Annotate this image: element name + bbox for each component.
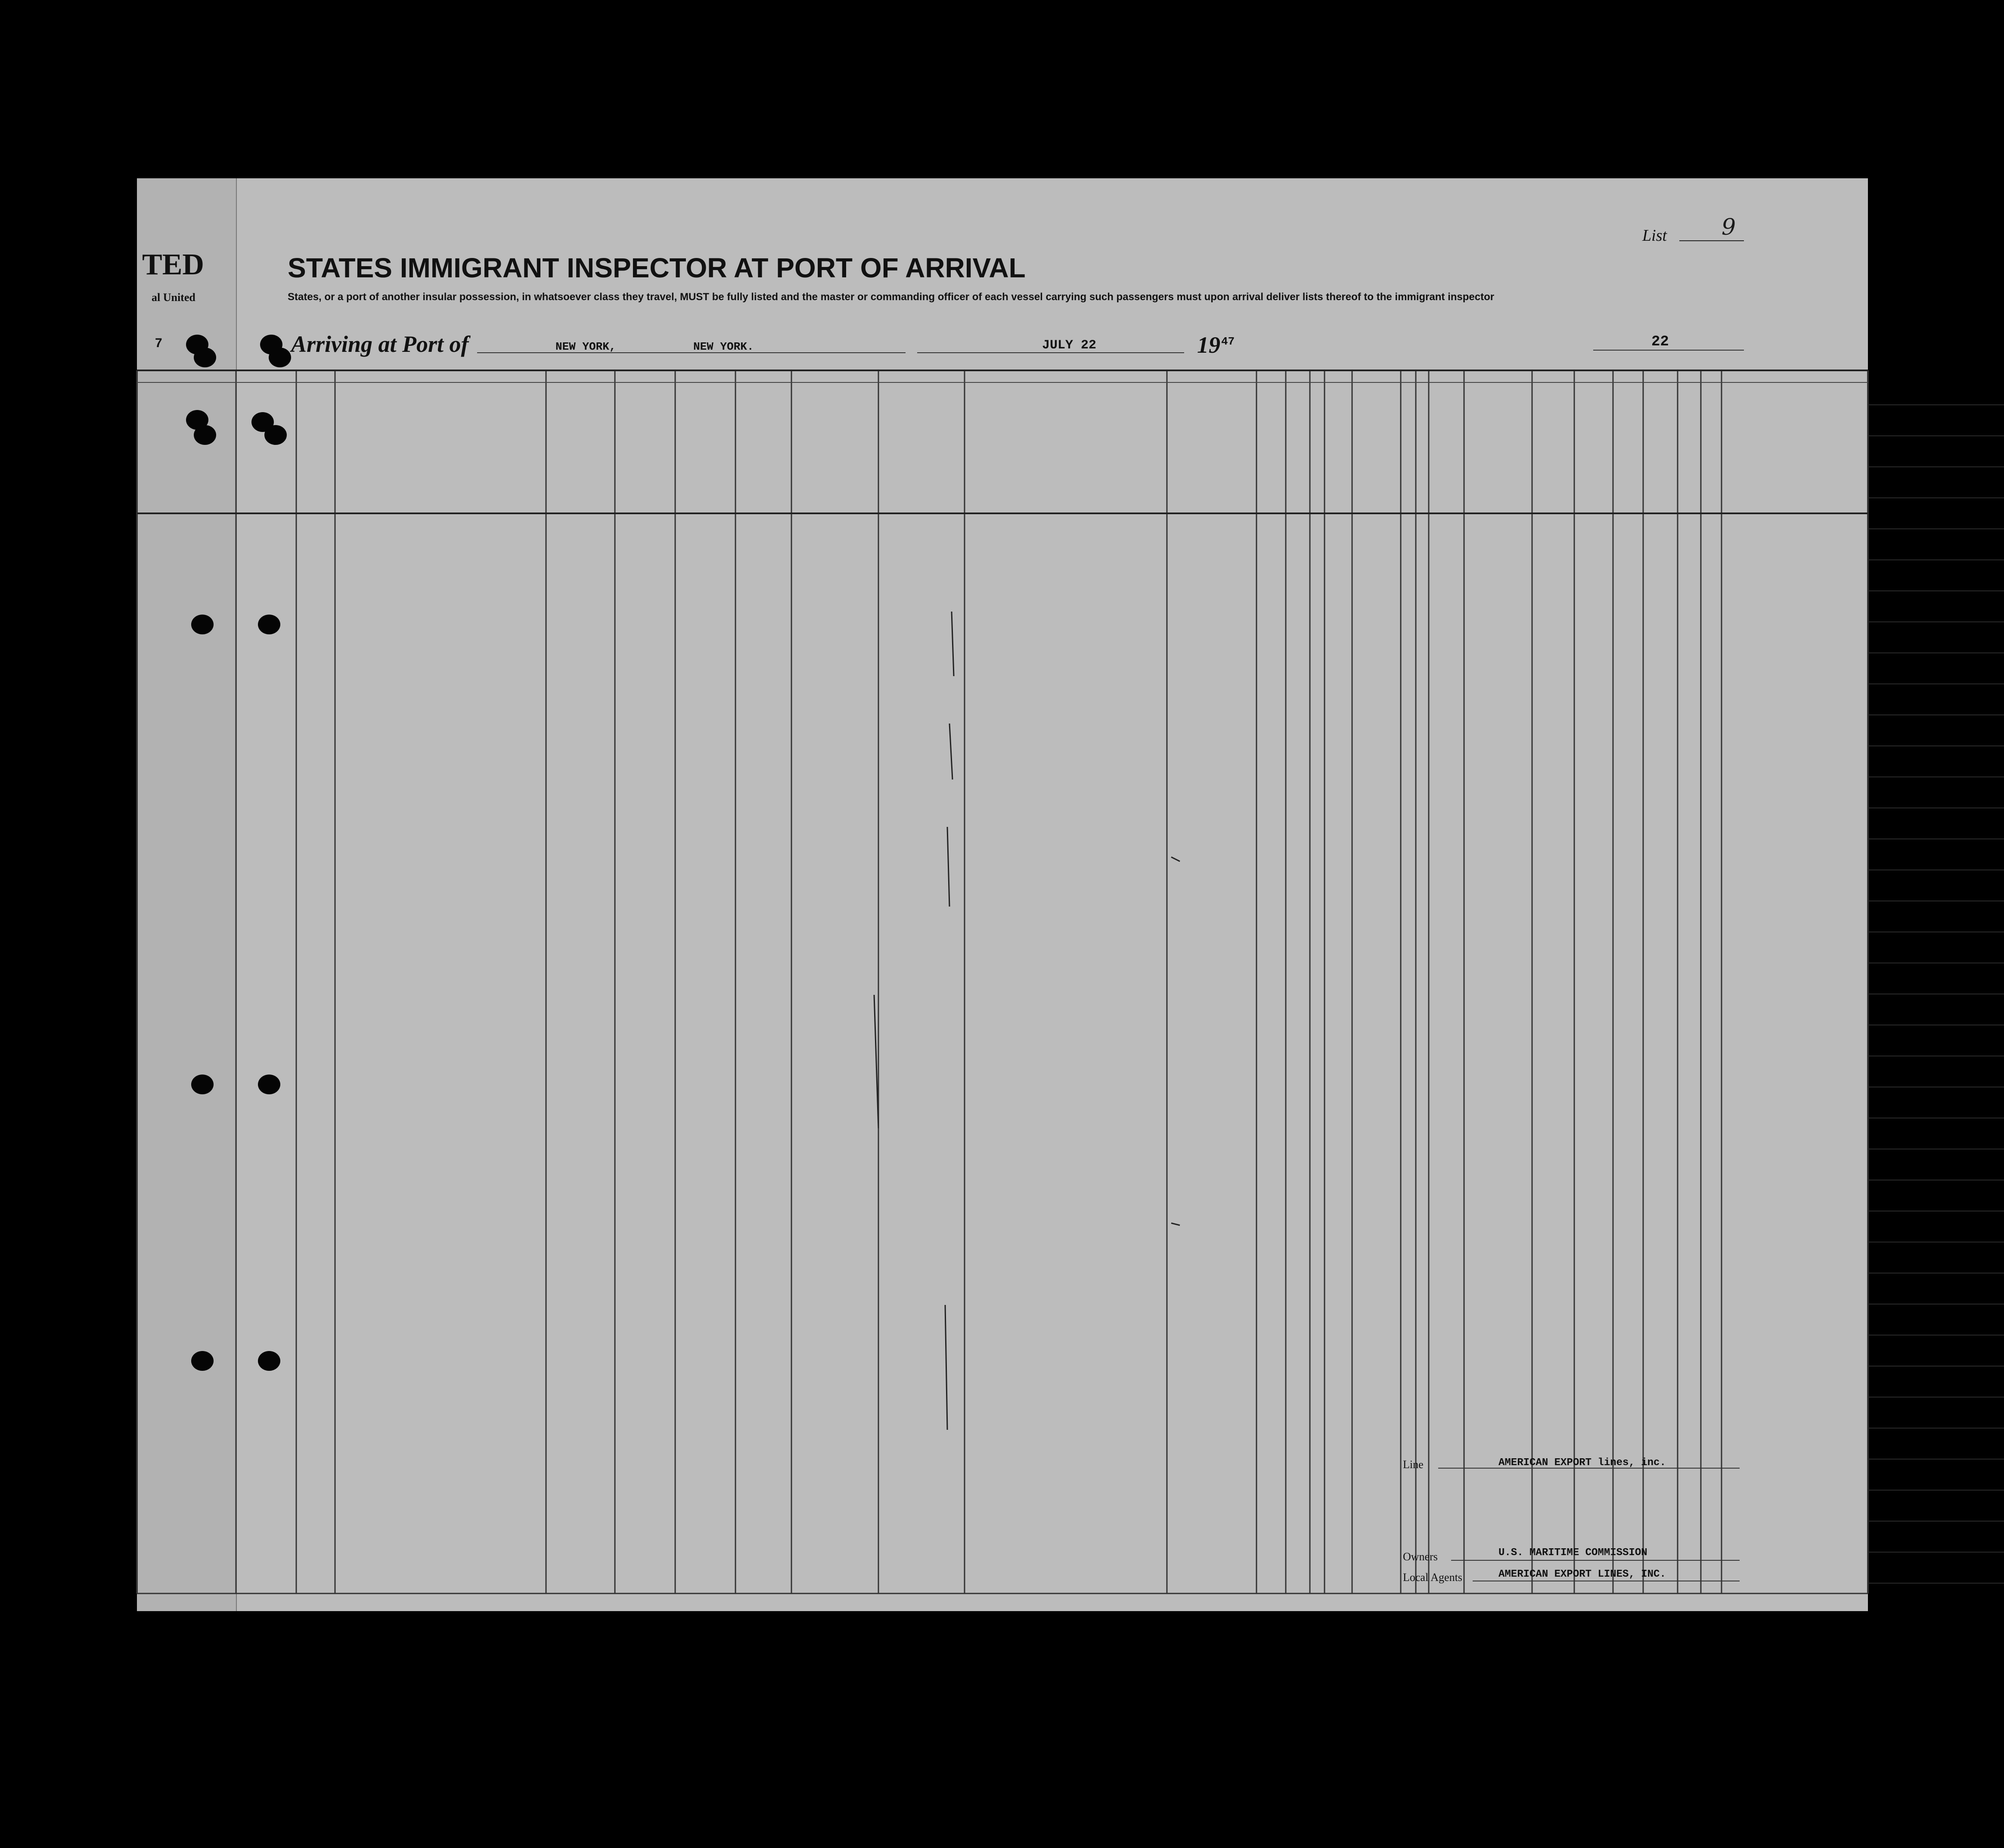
binding-hole — [194, 348, 216, 367]
owners-value: U.S. MARITIME COMMISSION — [1498, 1547, 1647, 1559]
list-label: List — [1642, 227, 1667, 245]
arrival-date: JULY 22 — [1042, 338, 1097, 353]
handwritten-stroke — [1171, 857, 1180, 861]
left-page-year-fragment: 7 — [155, 336, 162, 350]
local-agents-label: Local Agents — [1403, 1571, 1462, 1584]
binding-hole — [191, 1351, 214, 1371]
list-number-rule — [1679, 240, 1744, 241]
handwritten-stroke — [947, 827, 949, 907]
binding-hole — [258, 1351, 280, 1371]
arrival-year-prefix: 19 — [1197, 332, 1220, 358]
page-title: STATES IMMIGRANT INSPECTOR AT PORT OF ARRIVAL — [288, 252, 1026, 283]
handwritten-stroke — [952, 612, 954, 676]
port-rule — [477, 352, 906, 353]
binding-hole — [269, 348, 291, 367]
owners-rule — [1451, 1560, 1740, 1561]
port-state: NEW YORK. — [693, 340, 754, 353]
arriving-at-port-label: Arriving at Port of — [291, 331, 469, 357]
handwritten-stroke — [949, 724, 952, 780]
handwritten-stroke — [1171, 1223, 1180, 1225]
line-label: Line — [1403, 1458, 1424, 1471]
binding-hole — [191, 615, 214, 634]
left-page-text-fragment: al United — [152, 291, 195, 304]
page-subtitle: States, or a port of another insular possession, in whatsoever class they travel, MUST be fully listed and the master or commanding officer of each vessel carrying such passengers must upon arrival deliver lists thereof to the immigrant inspector — [288, 291, 1495, 303]
owners-label: Owners — [1403, 1550, 1438, 1563]
binding-hole — [258, 615, 280, 634]
handwritten-stroke — [945, 1305, 947, 1430]
line-value: AMERICAN EXPORT lines, inc. — [1498, 1457, 1666, 1469]
binding-hole — [264, 425, 287, 445]
list-number: 9 — [1722, 214, 1736, 240]
binding-hole — [191, 1075, 214, 1094]
binding-hole — [258, 1075, 280, 1094]
binding-hole — [194, 425, 216, 445]
left-page-title-fragment: TED — [142, 248, 204, 281]
page-number: 22 — [1651, 334, 1669, 350]
port-city: NEW YORK, — [555, 340, 616, 353]
arrival-year-suffix: 47 — [1221, 335, 1235, 348]
local-agents-value: AMERICAN EXPORT LINES, INC. — [1498, 1568, 1666, 1580]
